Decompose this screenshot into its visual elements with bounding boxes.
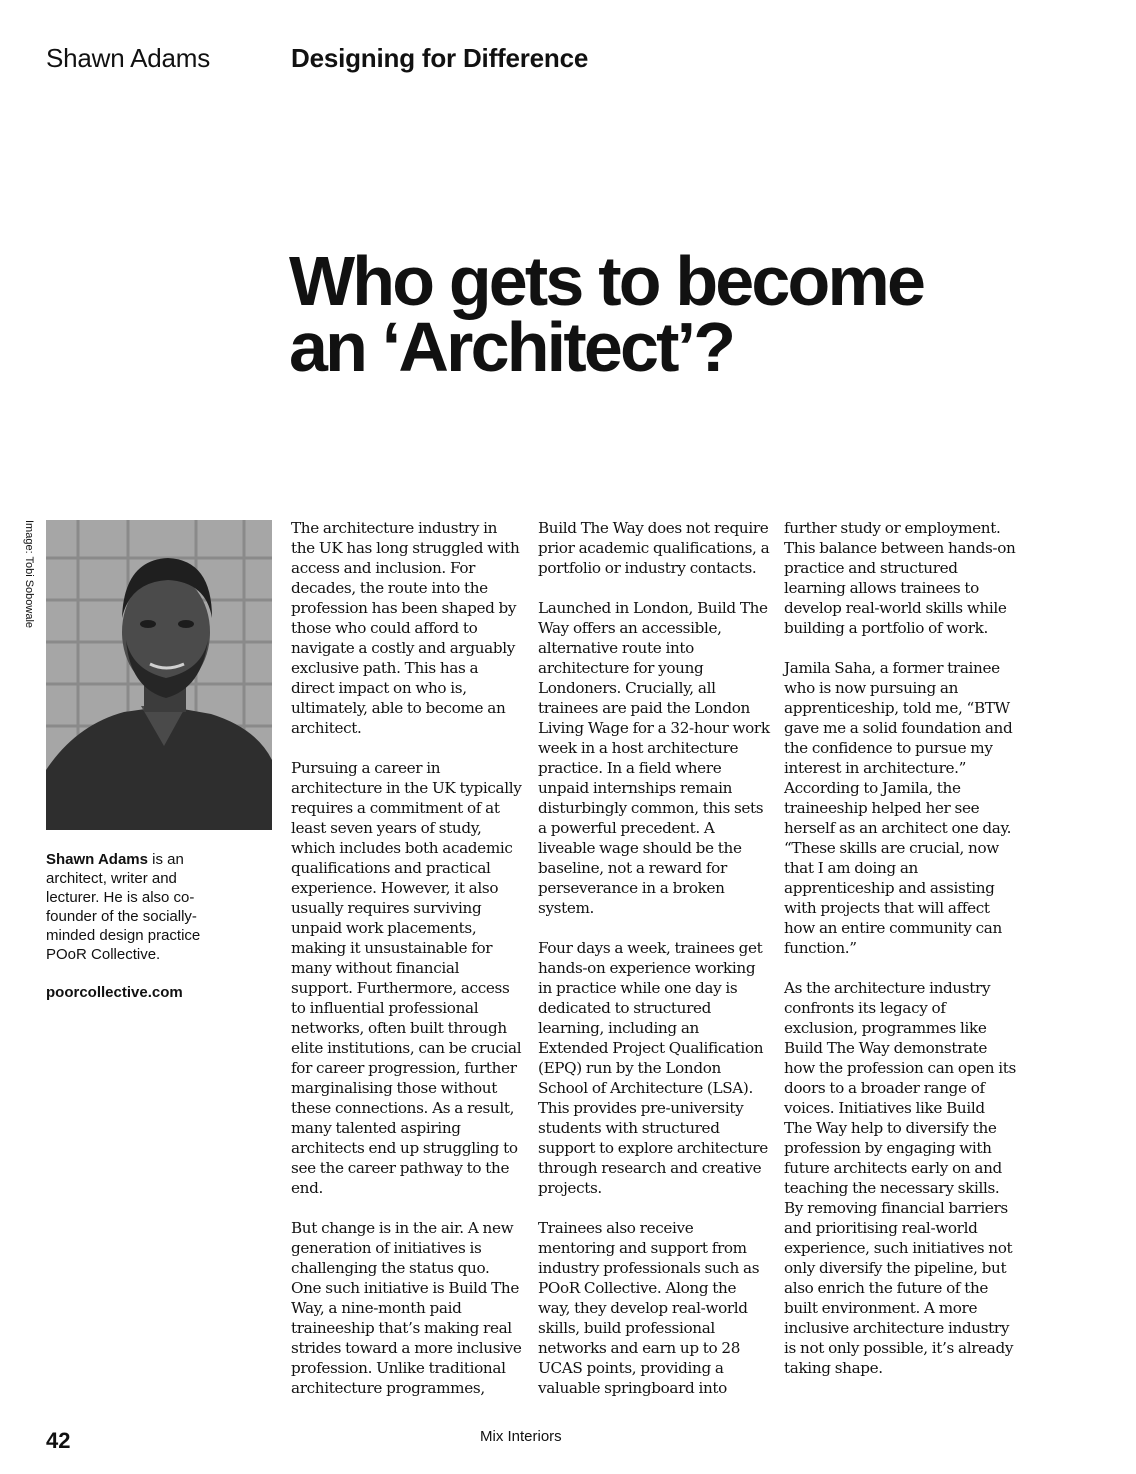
magazine-name: Mix Interiors: [480, 1428, 562, 1445]
header-section-title: Designing for Difference: [291, 43, 589, 73]
headline-line-1: Who gets to become: [289, 242, 924, 320]
image-credit: Image: Tobi Sobowale: [23, 520, 35, 629]
paragraph: Launched in London, Build The Way offers an accessible, alternative route into architecture for young Londoners. Crucially, all trainees are paid the London Living Wage for a 32-hour work week in a host architecture practice. In a field where unpaid internships remain disturbingly common, this sets a powerful precedent. A liveable wage should be the baseline, not a reward for perseverance in a broken system.: [538, 599, 770, 917]
headline-line-2: an ‘Architect’?: [289, 308, 734, 386]
paragraph: further study or employment. This balance between hands-on practice and structured learning allows trainees to develop real-world skills while building a portfolio of work.: [784, 519, 1016, 637]
headline: [289, 242, 1089, 386]
bio-text: is an architect, writer and lecturer. He is also co-founder of the socially-minded design practice POoR Collective.: [46, 851, 201, 963]
paragraph: Pursuing a career in architecture in the UK typically requires a commitment of at least seven years of study, which includes both academic qualifications and practical experience. However, it also usually requires surviving unpaid work placements, making it unsustainable for many without financial support. Furthermore, access to influential professional networks, often built through elite institutions, can be crucial for career progression, further marginalising those without these connections. As a result, many talented aspiring architects end up struggling to see the career pathway to the end.: [291, 759, 522, 1197]
author-bio: [46, 850, 226, 964]
paragraph: Four days a week, trainees get hands-on experience working in practice while one day is dedicated to structured learning, including an Extended Project Qualification (EPQ) run by the London School of Architecture (LSA). This provides pre-university students with structured support to explore architecture through research and creative projects.: [538, 939, 768, 1197]
paragraph: The architecture industry in the UK has long struggled with access and inclusion. For decades, the route into the profession has been shaped by those who could afford to navigate a costly and arguably exclusive path. This has a direct impact on who is, ultimately, able to become an architect.: [291, 519, 520, 737]
paragraph: Jamila Saha, a former trainee who is now pursuing an apprenticeship, told me, “BTW gave me a solid foundation and the confidence to pursue my interest in architecture.” According to Jamila, the traineeship helped her see herself as an architect one day. “These skills are crucial, now that I am doing an apprenticeship and assisting with projects that will affect how an entire community can function.”: [784, 659, 1013, 957]
paragraph: As the architecture industry confronts its legacy of exclusion, programmes like Build The Way demonstrate how the profession can open its doors to a broader range of voices. Initiatives like Build The Way help to diversify the profession by engaging with future architects early on and teaching the necessary skills. By removing financial barriers and prioritising real-world experience, such initiatives not only diversify the pipeline, but also enrich the future of the built environment. A more inclusive architecture industry is not only possible, it’s already taking shape.: [784, 979, 1016, 1377]
paragraph: Trainees also receive mentoring and support from industry professionals such as POoR Collective. Along the way, they develop real-world skills, build professional networks and earn up to 28 UCAS points, providing a valuable springboard into: [538, 1219, 760, 1397]
article-column-3: [784, 518, 1016, 1398]
header-author: Shawn Adams: [46, 43, 211, 73]
website-link[interactable]: poorcollective.com: [46, 984, 183, 1001]
bio-name: Shawn Adams: [46, 851, 148, 868]
paragraph: Build The Way does not require prior academic qualifications, a portfolio or industry contacts.: [538, 519, 770, 577]
portrait-illustration: [46, 520, 272, 830]
portrait-photo: [46, 520, 272, 830]
article-column-1: [291, 518, 523, 1418]
page-number: 42: [46, 1428, 71, 1453]
paragraph: But change is in the air. A new generation of initiatives is challenging the status quo. One such initiative is Build The Way, a nine-month paid traineeship that’s making real strides toward a more inclusive profession. Unlike traditional architecture programmes,: [291, 1219, 522, 1397]
article-column-2: [538, 518, 770, 1418]
